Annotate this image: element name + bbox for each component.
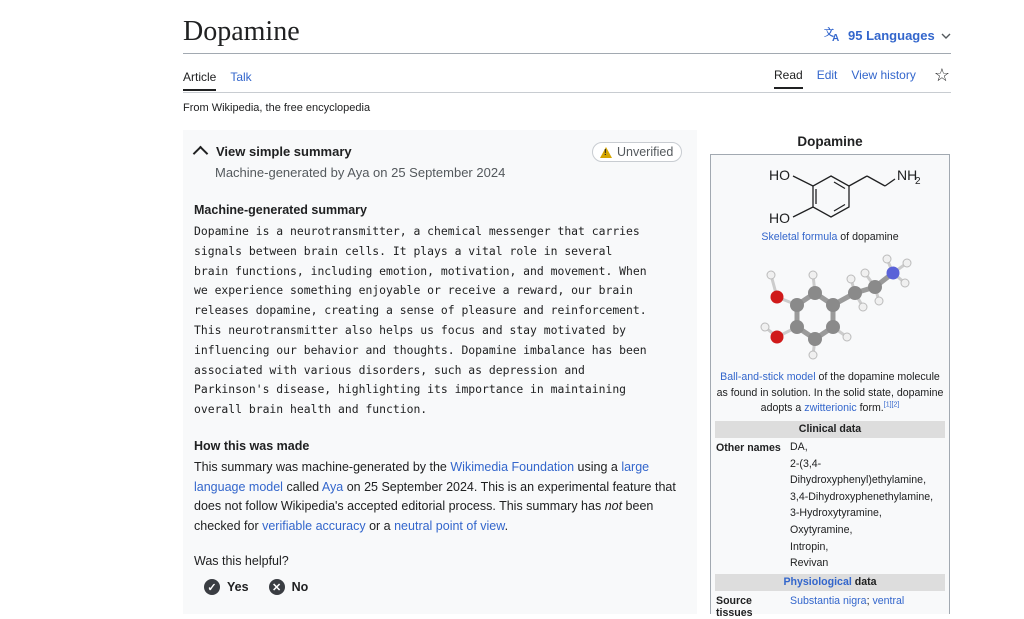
tab-read[interactable]: Read — [774, 68, 803, 89]
other-names-label: Other names — [716, 442, 781, 454]
source-tissues-label — [716, 595, 786, 619]
helpful-prompt: Was this helpful? — [194, 554, 289, 568]
ball-stick-caption — [715, 370, 945, 417]
summary-heading: Machine-generated summary — [194, 203, 367, 217]
summary-byline: Machine-generated by Aya on 25 September 2024 — [215, 165, 506, 180]
chevron-up-icon — [193, 146, 209, 162]
summary-line: we experience something enjoyable or receive a reward, our brain — [194, 283, 633, 298]
list-item: Revivan — [790, 557, 829, 570]
svg-text:文: 文 — [824, 28, 834, 39]
list-item: DA, — [790, 441, 808, 453]
how-made-text — [194, 458, 684, 536]
formula-nh: NH — [897, 167, 918, 183]
link-ball-and-stick-model[interactable]: Ball-and-stick model — [720, 371, 816, 383]
link-substantia-nigra[interactable]: Substantia nigra — [790, 595, 867, 607]
badge-label: Unverified — [617, 145, 674, 159]
language-button[interactable] — [824, 26, 951, 45]
summary-line: associated with various disorders, such as depression and — [194, 362, 585, 377]
link-physiological[interactable]: Physiological — [783, 576, 852, 588]
clinical-data-header: Clinical data — [715, 421, 945, 438]
language-count: 95 Languages — [848, 28, 935, 43]
link-neutral-point-of-view[interactable]: neutral point of view — [394, 518, 505, 533]
summary-line: influencing our behavior and thoughts. Dopamine imbalance has been — [194, 342, 647, 357]
link-aya[interactable]: Aya — [321, 479, 344, 494]
title-divider — [183, 53, 951, 54]
infobox-title: Dopamine — [797, 134, 863, 149]
summary-line: Dopamine is a neurotransmitter, a chemical messenger that carries — [194, 224, 640, 238]
text: using a — [574, 460, 622, 474]
link-zwitterionic[interactable]: zwitterionic — [804, 402, 857, 414]
source-tissues-value — [790, 595, 904, 607]
summary-line: Parkinson's disease, highlighting its importance in maintaining — [194, 382, 627, 397]
check-icon: ✓ — [204, 579, 220, 595]
close-icon: ✕ — [269, 579, 285, 595]
link-ventral[interactable]: ventral — [872, 595, 905, 607]
link-skeletal-formula[interactable]: Skeletal formula — [761, 231, 838, 243]
summary-line: overall brain health and function. — [194, 402, 428, 417]
summary-line: This neurotransmitter also helps us focus and stay motivated by — [194, 322, 627, 337]
emphasis: not — [604, 499, 623, 514]
tab-talk[interactable]: Talk — [230, 70, 252, 84]
feedback-buttons — [204, 579, 308, 595]
watch-star-icon[interactable]: ☆ — [933, 65, 950, 85]
reference-links[interactable]: [1][2] — [883, 401, 900, 409]
text: or a — [365, 518, 395, 533]
text: of the dopamine molecule as found in solution. In the solid state, dopamine adopts a — [716, 371, 944, 414]
no-button[interactable] — [269, 579, 309, 595]
tab-article[interactable]: Article — [183, 70, 216, 91]
site-tagline: From Wikipedia, the free encyclopedia — [183, 102, 371, 114]
formula-subscript: 2 — [915, 176, 921, 187]
yes-button[interactable] — [204, 579, 249, 595]
formula-ho-top: HO — [769, 167, 790, 183]
summary-line: releases dopamine, creating a sense of pleasure and reinforcement. — [194, 303, 647, 318]
text: This summary was machine-generated by the — [194, 460, 451, 474]
text: Source tissues — [716, 595, 753, 619]
ball-and-stick-image[interactable] — [747, 253, 917, 363]
page-title: Dopamine — [183, 16, 300, 47]
infobox — [710, 154, 950, 619]
text: called — [282, 479, 322, 494]
physiological-data-header — [715, 574, 945, 591]
translate-icon — [824, 26, 842, 45]
tab-edit[interactable]: Edit — [816, 68, 838, 82]
yes-label: Yes — [227, 580, 249, 594]
summary-line: brain functions, including emotion, motivation, and movement. When — [194, 263, 647, 278]
warning-icon — [600, 147, 612, 158]
svg-text:A: A — [832, 33, 840, 42]
unverified-badge — [592, 142, 682, 162]
list-item: 2-(3,4- — [790, 457, 822, 470]
list-item: 3-Hydroxytyramine, — [790, 507, 882, 520]
summary-line: signals between brain cells. It plays a vital role in several — [194, 243, 613, 258]
text: form. — [856, 402, 884, 414]
other-names-list — [790, 439, 933, 572]
link-wikimedia-foundation[interactable]: Wikimedia Foundation — [450, 460, 575, 474]
no-label: No — [291, 580, 309, 594]
how-made-heading: How this was made — [194, 439, 310, 453]
namespace-tabs — [183, 70, 252, 91]
text: been checked for — [194, 499, 654, 533]
summary-toggle[interactable] — [195, 144, 352, 159]
text: ; — [866, 595, 873, 607]
list-item: Dihydroxyphenyl)ethylamine, — [790, 474, 927, 487]
chevron-down-icon — [941, 28, 951, 43]
list-item: 3,4-Dihydroxyphenethylamine, — [790, 490, 934, 503]
simple-summary-panel — [183, 130, 697, 614]
text: of dopamine — [837, 231, 899, 243]
list-item: Oxytyramine, — [790, 523, 853, 536]
skeletal-formula-image[interactable] — [745, 161, 925, 231]
text: . — [504, 518, 509, 533]
formula-ho-bottom: HO — [769, 210, 790, 226]
skeletal-caption — [711, 231, 949, 243]
text: data — [851, 576, 877, 588]
summary-text — [194, 222, 690, 420]
summary-toggle-label: View simple summary — [216, 144, 352, 159]
tab-view-history[interactable]: View history — [851, 68, 916, 82]
tabs-divider — [183, 92, 951, 93]
text: on 25 September 2024. This is an experimental feature that does not follow Wikipedia's accepted editorial process. This summary has — [194, 479, 676, 514]
view-tabs — [774, 65, 950, 89]
list-item: Intropin, — [790, 540, 829, 553]
link-large-language-model[interactable]: large language model — [194, 460, 650, 494]
link-verifiable-accuracy[interactable]: verifiable accuracy — [262, 518, 366, 533]
